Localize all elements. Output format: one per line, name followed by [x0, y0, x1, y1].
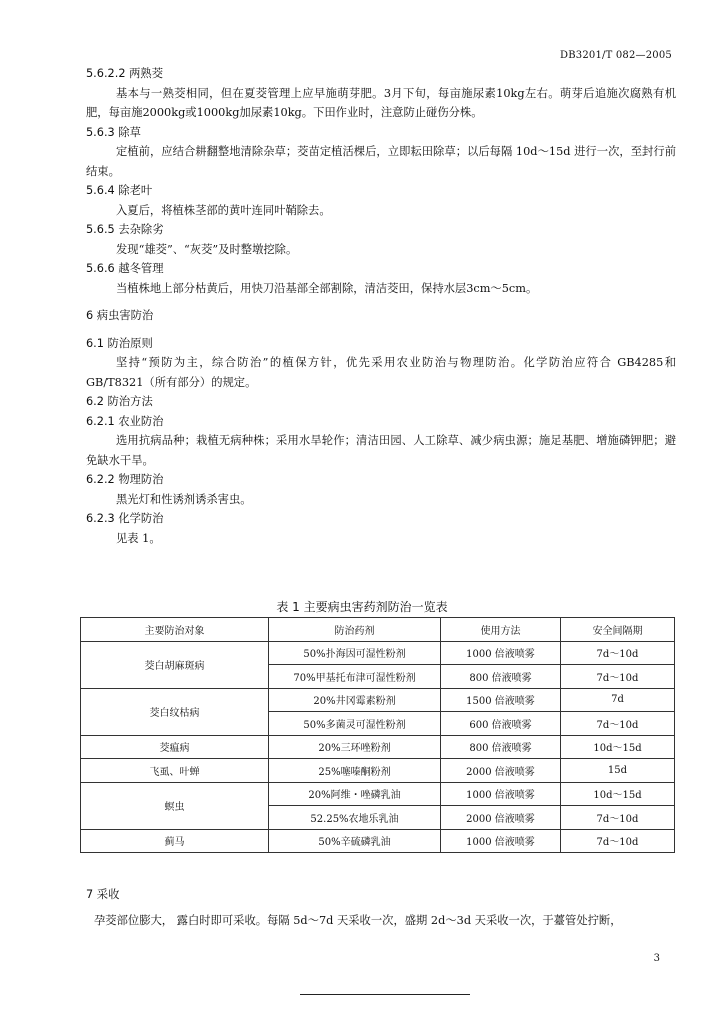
heading-5-6-2-2: 5.6.2.2 两熟茭	[86, 67, 164, 80]
interval-cell: 7d～10d	[561, 806, 675, 830]
interval-cell: 7d～10d	[561, 829, 675, 853]
table-header-row	[81, 618, 675, 642]
heading-5-6-5: 5.6.5 去杂除劣	[86, 223, 164, 236]
agent-cell: 52.25%农地乐乳油	[269, 806, 441, 830]
heading-5-6-4: 5.6.4 除老叶	[86, 184, 153, 197]
paragraph-6-2-3: 见表 1。	[116, 531, 161, 545]
method-cell: 600 倍液喷雾	[441, 712, 561, 736]
table-row	[81, 641, 675, 665]
paragraph-5-6-3: 定植前，应结合耕翻整地清除杂草；茭苗定植活棵后，立即耘田除草；以后每隔 10d～15d 进行一次，至封行前结束。	[86, 145, 676, 178]
method-cell: 1000 倍液喷雾	[441, 829, 561, 853]
column-header: 安全间隔期	[561, 618, 675, 642]
target-cell: 茭白纹枯病	[81, 688, 269, 735]
table-row	[81, 759, 675, 783]
column-header: 防治药剂	[269, 618, 441, 642]
table-title: 表 1 主要病虫害药剂防治一览表	[276, 600, 448, 614]
table-row	[81, 782, 675, 806]
table-row	[81, 735, 675, 759]
interval-cell: 7d～10d	[561, 712, 675, 736]
target-cell: 飞虱、叶蝉	[81, 759, 269, 783]
target-cell: 茭瘟病	[81, 735, 269, 759]
heading-5-6-6: 5.6.6 越冬管理	[86, 262, 164, 275]
page-number: 3	[653, 953, 660, 964]
method-cell: 800 倍液喷雾	[441, 665, 561, 689]
paragraph-6-1: 坚持“预防为主，综合防治”的植保方针，优先采用农业防治与物理防治。化学防治应符合 GB4285和 GB/T8321（所有部分）的规定。	[86, 356, 676, 389]
heading-7: 7 采收	[86, 888, 120, 901]
target-cell: 螟虫	[81, 782, 269, 829]
paragraph-5-6-4: 入夏后，将植株茎部的黄叶连同叶鞘除去。	[116, 203, 331, 217]
column-header: 主要防治对象	[81, 618, 269, 642]
paragraph-5-6-6: 当植株地上部分枯黄后，用快刀沿基部全部割除，清洁茭田，保持水层3cm～5cm。	[116, 281, 538, 295]
paragraph-5-6-5: 发现“雄茭”、“灰茭”及时整墩挖除。	[116, 242, 298, 256]
footer-divider	[300, 994, 470, 995]
method-cell: 1000 倍液喷雾	[441, 782, 561, 806]
agent-cell: 50%多菌灵可湿性粉剂	[269, 712, 441, 736]
agent-cell: 20%井冈霉素粉剂	[269, 688, 441, 712]
agent-cell: 20%阿维・唑磷乳油	[269, 782, 441, 806]
interval-cell: 10d～15d	[561, 735, 675, 759]
agent-cell: 70%甲基托布津可湿性粉剂	[269, 665, 441, 689]
target-cell: 茭白胡麻斑病	[81, 641, 269, 688]
heading-6-2: 6.2 防治方法	[86, 395, 153, 408]
interval-cell: 7d～10d	[561, 665, 675, 689]
paragraph-6-2-2: 黑光灯和性诱剂诱杀害虫。	[116, 492, 252, 506]
table-row	[81, 829, 675, 853]
paragraph-7: 孕茭部位膨大， 露白时即可采收。每隔 5d～7d 天采收一次，盛期 2d～3d 天采收一次，于薹管处拧断，	[94, 914, 622, 927]
column-header: 使用方法	[441, 618, 561, 642]
agent-cell: 50%辛硫磷乳油	[269, 829, 441, 853]
method-cell: 1000 倍液喷雾	[441, 641, 561, 665]
heading-6-2-1: 6.2.1 农业防治	[86, 414, 164, 428]
heading-6-1: 6.1 防治原则	[86, 336, 153, 350]
method-cell: 1500 倍液喷雾	[441, 688, 561, 712]
document-code: DB3201/T 082—2005	[560, 50, 672, 61]
pesticide-table	[80, 617, 675, 853]
agent-cell: 50%扑海因可湿性粉剂	[269, 641, 441, 665]
agent-cell: 20%三环唑粉剂	[269, 735, 441, 759]
heading-6-2-2: 6.2.2 物理防治	[86, 473, 164, 486]
method-cell: 2000 倍液喷雾	[441, 759, 561, 783]
heading-5-6-3: 5.6.3 除草	[86, 125, 141, 139]
interval-cell: 10d～15d	[561, 782, 675, 806]
interval-cell: 15d	[561, 759, 675, 783]
interval-cell: 7d	[561, 688, 675, 712]
table-row	[81, 688, 675, 712]
paragraph-5-6-2-2: 基本与一熟茭相同，但在夏茭管理上应早施萌芽肥。3月下旬，每亩施尿素10kg左右。萌芽后追施次腐熟有机肥，每亩施2000kg或1000kg加尿素10kg。下田作业时，注意防止碰伤分株。	[86, 86, 676, 119]
agent-cell: 25%噻嗪酮粉剂	[269, 759, 441, 783]
document-body	[86, 64, 676, 548]
method-cell: 800 倍液喷雾	[441, 735, 561, 759]
interval-cell: 7d～10d	[561, 641, 675, 665]
target-cell: 蓟马	[81, 829, 269, 853]
heading-6: 6 病虫害防治	[86, 309, 154, 322]
heading-6-2-3: 6.2.3 化学防治	[86, 512, 164, 525]
method-cell: 2000 倍液喷雾	[441, 806, 561, 830]
paragraph-6-2-1: 选用抗病品种；栽植无病种株；采用水旱轮作；清洁田园、人工除草、减少病虫源；施足基肥、增施磷钾肥；避免缺水干旱。	[86, 434, 676, 467]
